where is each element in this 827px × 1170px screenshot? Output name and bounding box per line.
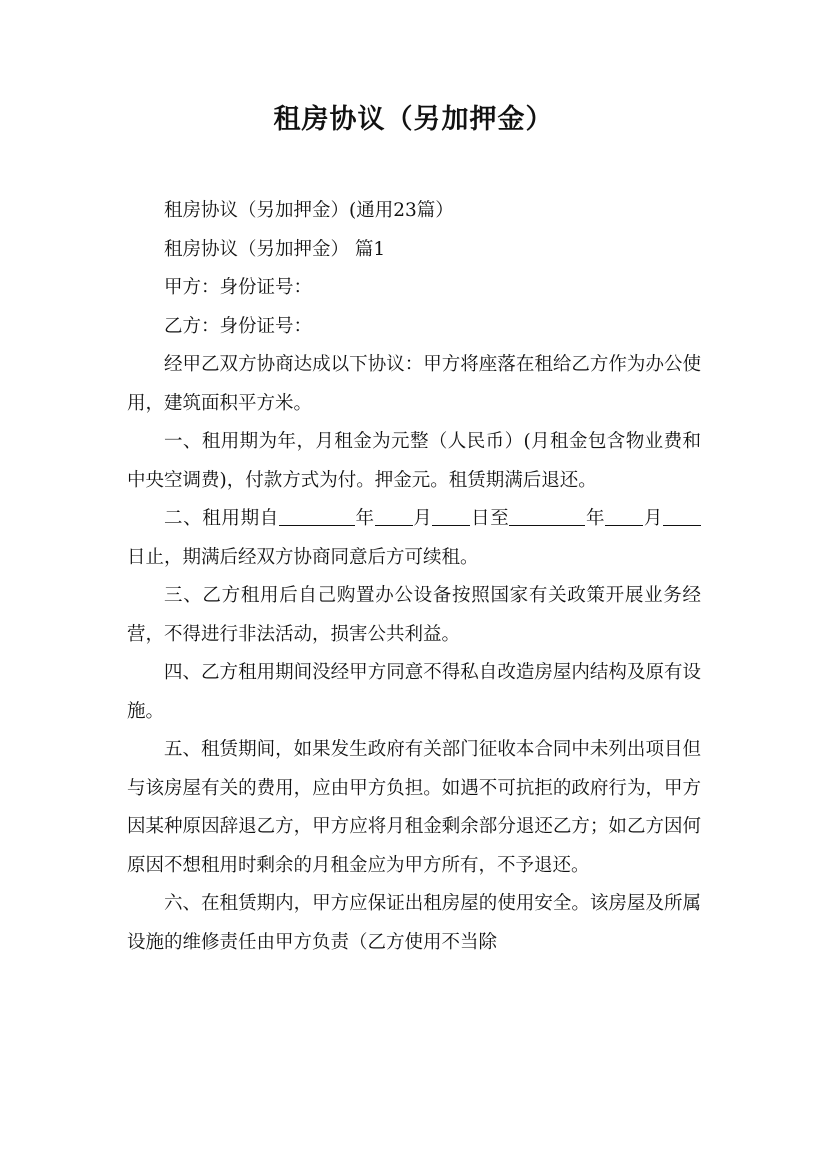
- chapter-title-line: 租房协议（另加押金） 篇1: [164, 238, 386, 260]
- document-body: [127, 192, 701, 962]
- clause-2-paragraph: [127, 500, 701, 577]
- clause-3-paragraph: 三、乙方租用后自己购置办公设备按照国家有关政策开展业务经营，不得进行非法活动，损害公共利益。: [127, 585, 701, 645]
- collection-title-line: 租房协议（另加押金）(通用23篇）: [164, 200, 454, 221]
- clause-5-paragraph: 五、租赁期间，如果发生政府有关部门征收本合同中未列出项目但与该房屋有关的费用，应由甲方负担。如遇不可抗拒的政府行为，甲方因某种原因辞退乙方，甲方应将月租金剩余部分退还乙方；如乙方因何原因不想租用时剩余的月租金应为甲方所有，不予退还。: [127, 739, 701, 876]
- clause-1-paragraph: 一、租用期为年，月租金为元整（人民币）(月租金包含物业费和中央空调费)，付款方式为付。押金元。租赁期满后退还。: [127, 431, 701, 491]
- clause-2-month-2: 月: [643, 508, 663, 529]
- clause-6-paragraph: 六、在租赁期内，甲方应保证出租房屋的使用安全。该房屋及所属设施的维修责任由甲方负责（乙方使用不当除: [127, 893, 701, 953]
- party-a-line: 甲方：身份证号：: [164, 277, 313, 298]
- clause-2-year-1: 年: [354, 508, 375, 529]
- blank-end-month: [605, 507, 643, 527]
- blank-start-month: [375, 507, 413, 527]
- clause-4-paragraph: 四、乙方租用期间没经甲方同意不得私自改造房屋内结构及原有设施。: [127, 662, 701, 722]
- blank-start-day: [432, 507, 470, 527]
- intro-paragraph: 经甲乙双方协商达成以下协议：甲方将座落在租给乙方作为办公使用，建筑面积平方米。: [127, 354, 701, 414]
- clause-2-prefix: 二、租用期自: [164, 508, 279, 529]
- clause-2-year-2: 年: [585, 508, 606, 529]
- party-b-line: 乙方：身份证号：: [164, 315, 313, 337]
- blank-start-year: [279, 507, 355, 527]
- blank-end-day: [663, 507, 701, 527]
- document-title: 租房协议（另加押金）: [273, 104, 554, 135]
- clause-2-to: 日至: [470, 508, 510, 529]
- clause-2-month-1: 月: [412, 508, 433, 529]
- blank-end-year: [509, 507, 585, 527]
- clause-2-suffix: 日止，期满后经双方协商同意后方可续租。: [127, 546, 479, 568]
